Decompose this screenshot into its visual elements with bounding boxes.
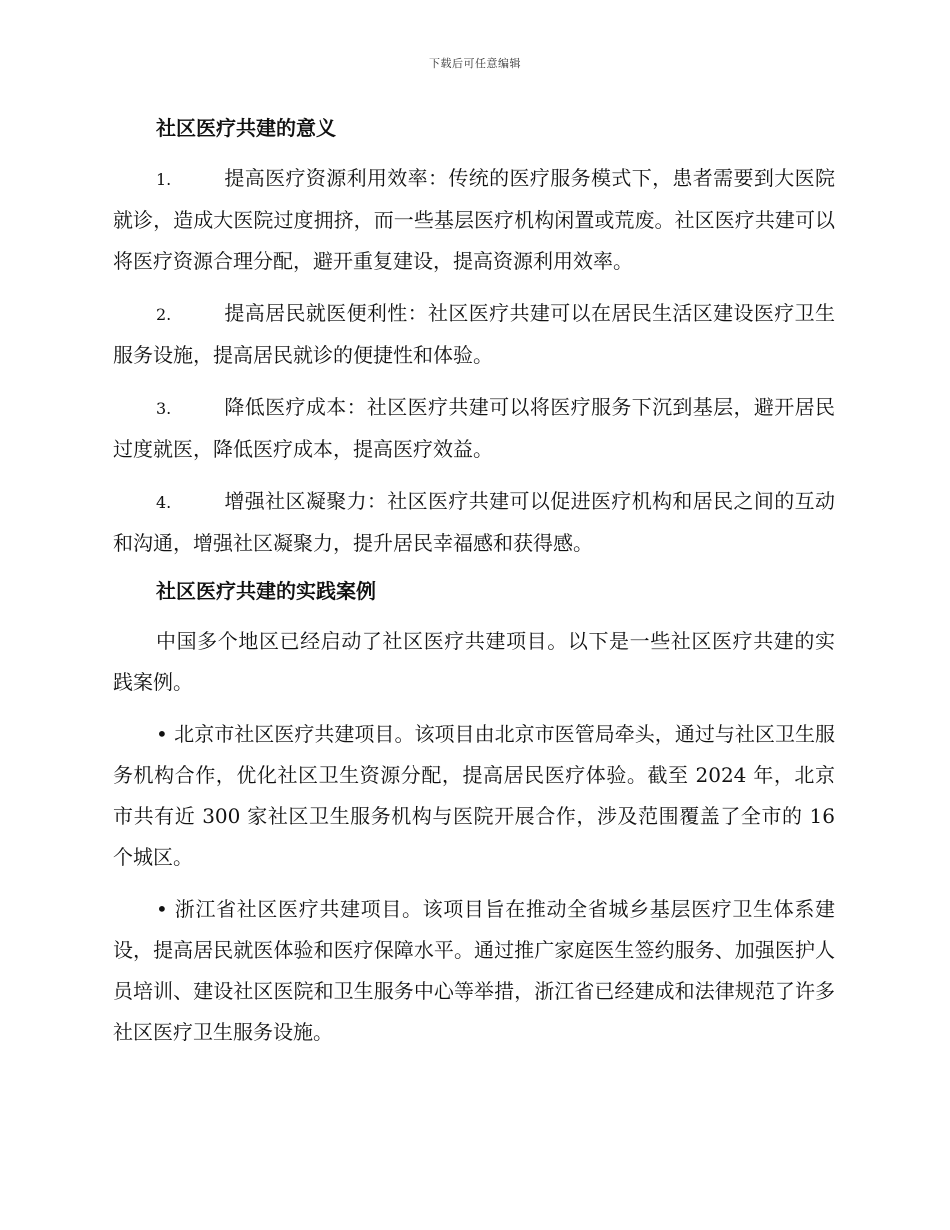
section-heading-cases: 社区医疗共建的实践案例 — [156, 579, 376, 603]
case-item-zhejiang: • 浙江省社区医疗共建项目。该项目旨在推动全省城乡基层医疗卫生体系建设，提高居民就医体验和医疗保障水平。通过推广家庭医生签约服务、加强医护人员培训、建设社区医院和卫生服务中心等举措，浙江省已经建成和法律规范了许多社区医疗卫生服务设施。 — [113, 897, 835, 1044]
item-number: 3. — [156, 399, 172, 418]
item-text: 降低医疗成本：社区医疗共建可以将医疗服务下沉到基层，避开居民过度就医，降低医疗成本，提高医疗效益。 — [113, 395, 835, 461]
item-text: 提高医疗资源利用效率：传统的医疗服务模式下，患者需要到大医院就诊，造成大医院过度拥挤，而一些基层医疗机构闲置或荒废。社区医疗共建可以将医疗资源合理分配，避开重复建设，提高资源利用效率。 — [113, 166, 835, 273]
cases-intro-paragraph: 中国多个地区已经启动了社区医疗共建项目。以下是一些社区医疗共建的实践案例。 — [113, 629, 835, 694]
case-item-beijing: • 北京市社区医疗共建项目。该项目由北京市医管局牵头，通过与社区卫生服务机构合作，优化社区卫生资源分配，提高居民医疗体验。截至 2024 年，北京市共有近 300 家社区卫生服务机构与医院开展合作，涉及范围覆盖了全市的 16 个城区。 — [113, 722, 835, 869]
numbered-item-2 — [113, 293, 835, 376]
section-heading-significance: 社区医疗共建的意义 — [156, 116, 336, 140]
page-header: 下载后可任意编辑 — [429, 57, 521, 70]
item-number: 1. — [156, 170, 172, 189]
numbered-item-1 — [113, 158, 835, 282]
numbered-item-4 — [113, 481, 835, 564]
item-number: 4. — [156, 493, 172, 512]
numbered-item-3 — [113, 387, 835, 470]
item-text: 提高居民就医便利性：社区医疗共建可以在居民生活区建设医疗卫生服务设施，提高居民就诊的便捷性和体验。 — [113, 301, 835, 367]
item-number: 2. — [156, 305, 172, 324]
document-body — [113, 112, 835, 1053]
item-text: 增强社区凝聚力：社区医疗共建可以促进医疗机构和居民之间的互动和沟通，增强社区凝聚力，提升居民幸福感和获得感。 — [113, 489, 835, 555]
